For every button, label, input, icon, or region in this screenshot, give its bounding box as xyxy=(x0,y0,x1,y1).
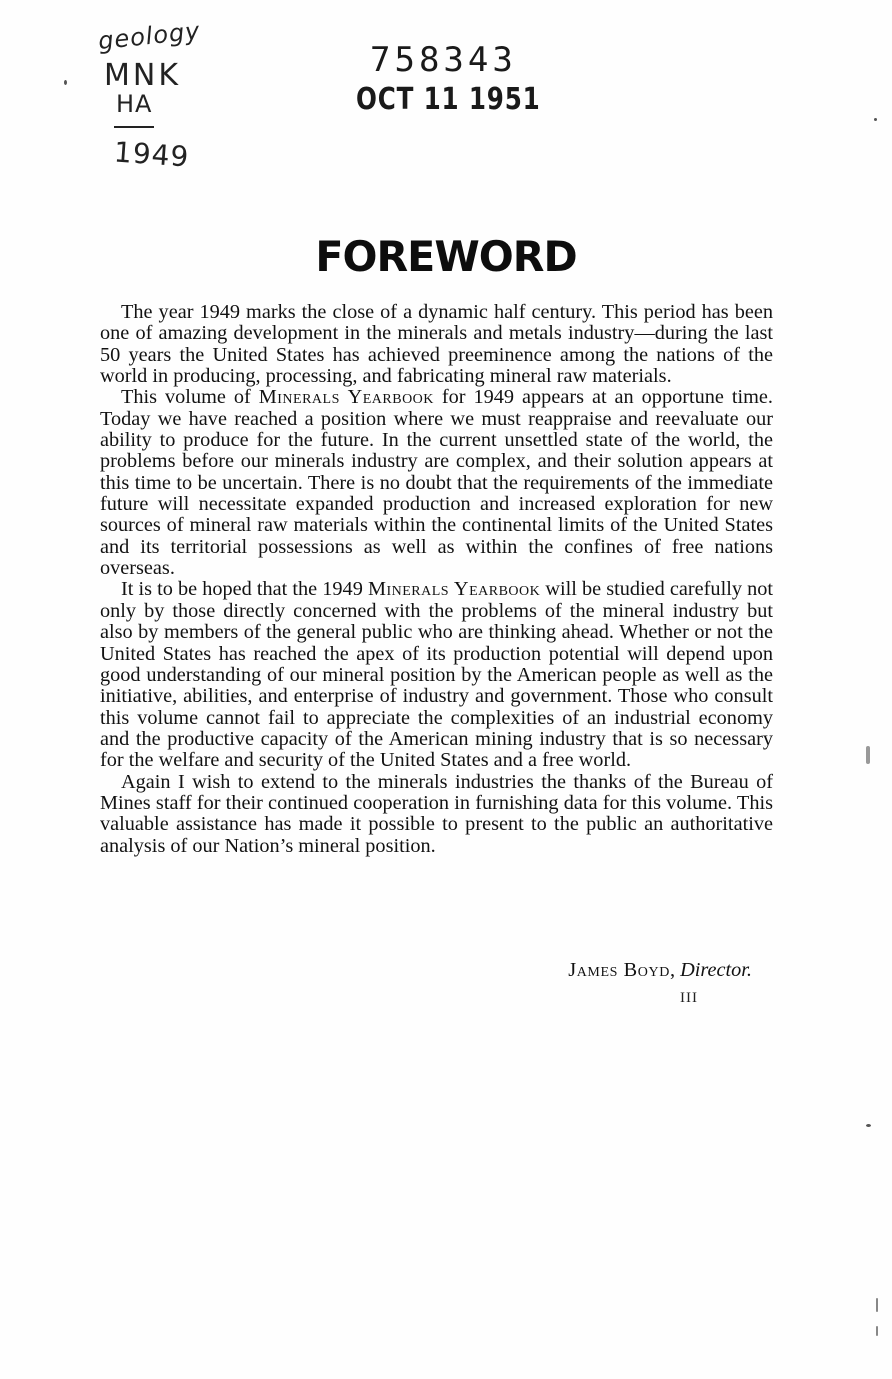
page-title: FOREWORD xyxy=(315,232,577,281)
scan-speck xyxy=(876,1326,878,1336)
body-paragraph xyxy=(100,302,773,387)
publication-title: Minerals Yearbook xyxy=(258,386,434,409)
handwritten-initials: MNK xyxy=(104,58,181,93)
handwritten-code: HA xyxy=(116,90,153,118)
body-paragraph xyxy=(100,387,773,579)
handwritten-underline xyxy=(114,126,154,128)
page-number: III xyxy=(680,990,698,1006)
signatory-role: Director. xyxy=(680,959,752,981)
foreword-body xyxy=(100,302,773,857)
publication-title: Minerals Yearbook xyxy=(367,578,541,601)
signature-separator: , xyxy=(669,959,681,981)
paragraph-text: This volume of xyxy=(121,386,259,409)
scan-speck xyxy=(866,746,870,764)
received-date-stamp: OCT 11 1951 xyxy=(356,82,541,117)
signature-line xyxy=(568,959,752,982)
body-paragraph xyxy=(100,579,773,771)
accession-number-stamp: 758343 xyxy=(370,40,517,80)
handwritten-subject: geology xyxy=(96,16,202,56)
paragraph-text: for 1949 appears at an opportune time. Today we have reached a position where we must reappraise and reevaluate our ability to produce for the future. In the current unsettled state of the world, the problems before our minerals industry are complex, and their solution appears at this time to be uncertain. There is no doubt that the requirements of the immediate future will necessitate expanded production and increased exploration for new sources of mineral raw materials within the continental limits of the United States and its territorial possessions as well as within the confines of free nations overseas. xyxy=(100,386,773,580)
paragraph-text: It is to be hoped that the 1949 xyxy=(121,578,368,601)
scan-speck xyxy=(874,118,877,121)
paragraph-text: will be studied carefully not only by those directly concerned with the problems of the mineral industry but also by members of the general public who are thinking ahead. Whether or not the United States has reached the apex of its production potential will depend upon good understanding of our mineral position by the American people as well as the initiative, abilities, and enterprise of industry and government. Those who consult this volume cannot fail to appreciate the complexities of an industrial economy and the productive capacity of the American mining industry that is so necessary for the welfare and security of the United States and a free world. xyxy=(100,578,773,772)
handwritten-year: 1949 xyxy=(112,135,191,174)
signatory-name: James Boyd xyxy=(568,959,670,981)
scan-speck xyxy=(64,80,67,85)
scan-speck xyxy=(876,1298,878,1312)
scan-speck xyxy=(866,1124,871,1127)
body-paragraph xyxy=(100,772,773,857)
paragraph-text: The year 1949 marks the close of a dynamic half century. This period has been one of amazing development in the minerals and metals industry—during the last 50 years the United States has achieved preeminence among the nations of the world in producing, processing, and fabricating mineral raw materials. xyxy=(100,301,773,388)
paragraph-text: Again I wish to extend to the minerals industries the thanks of the Bureau of Mines staff for their continued cooperation in furnishing data for this volume. This valuable assistance has made it possible to present to the public an authoritative analysis of our Nation’s mineral position. xyxy=(100,770,773,857)
